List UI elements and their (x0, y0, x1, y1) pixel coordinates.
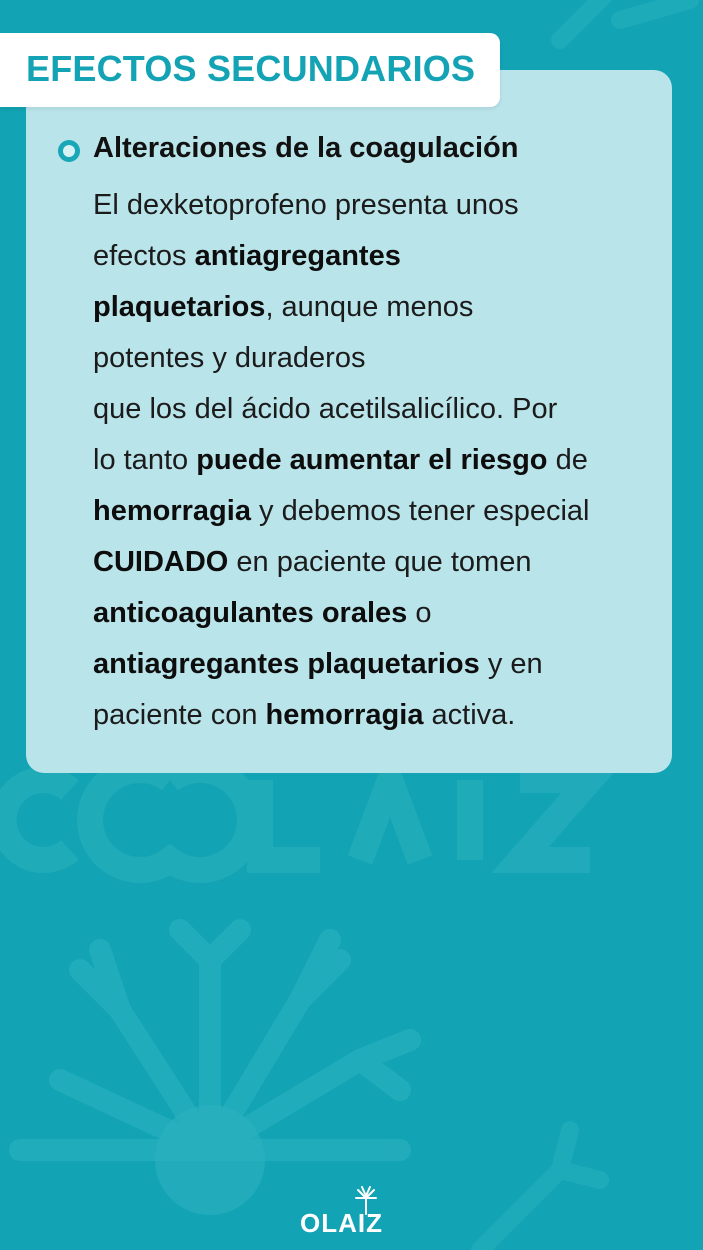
section-heading: Alteraciones de la coagulación (93, 132, 519, 164)
text-segment: de (547, 444, 588, 476)
body-line (93, 486, 668, 537)
body-line (93, 588, 668, 639)
body-line (93, 180, 668, 231)
section-body (93, 180, 668, 741)
text-segment: efectos (93, 240, 195, 272)
body-line (93, 282, 668, 333)
bold-text-segment: antiagregantes (194, 240, 401, 272)
body-line (93, 231, 668, 282)
body-line (93, 690, 668, 741)
text-segment: El dexketoprofeno presenta unos (93, 189, 519, 221)
body-line (93, 384, 668, 435)
text-segment: activa. (423, 699, 516, 731)
body-line (93, 435, 668, 486)
circle-bullet-icon (58, 140, 80, 162)
bold-text-segment: CUIDADO (93, 546, 229, 578)
text-segment: y en (479, 648, 543, 680)
text-segment: y debemos tener especial (250, 495, 590, 527)
dandelion-logo-icon (300, 1186, 410, 1236)
text-segment: lo tanto (93, 444, 197, 476)
section-label (0, 33, 500, 107)
bold-text-segment: plaquetarios (93, 291, 266, 323)
text-segment: , aunque menos (265, 291, 474, 323)
bold-text-segment: antiagregantes plaquetarios (93, 648, 480, 680)
page-title: EFECTOS SECUNDARIOS (26, 48, 476, 89)
text-segment: en paciente que tomen (228, 546, 532, 578)
bold-text-segment: anticoagulantes orales (93, 597, 408, 629)
text-segment: que los del ácido acetilsalicílico. Por (93, 393, 558, 425)
text-segment: potentes y duraderos (93, 342, 366, 374)
bold-text-segment: puede aumentar el riesgo (196, 444, 548, 476)
bold-text-segment: hemorragia (265, 699, 424, 731)
text-segment: o (407, 597, 432, 629)
bold-text-segment: hemorragia (93, 495, 251, 527)
body-line (93, 333, 668, 384)
text-segment: paciente con (93, 699, 266, 731)
body-line (93, 537, 668, 588)
body-line (93, 639, 668, 690)
logo-text: OLAIZ (300, 1208, 383, 1238)
